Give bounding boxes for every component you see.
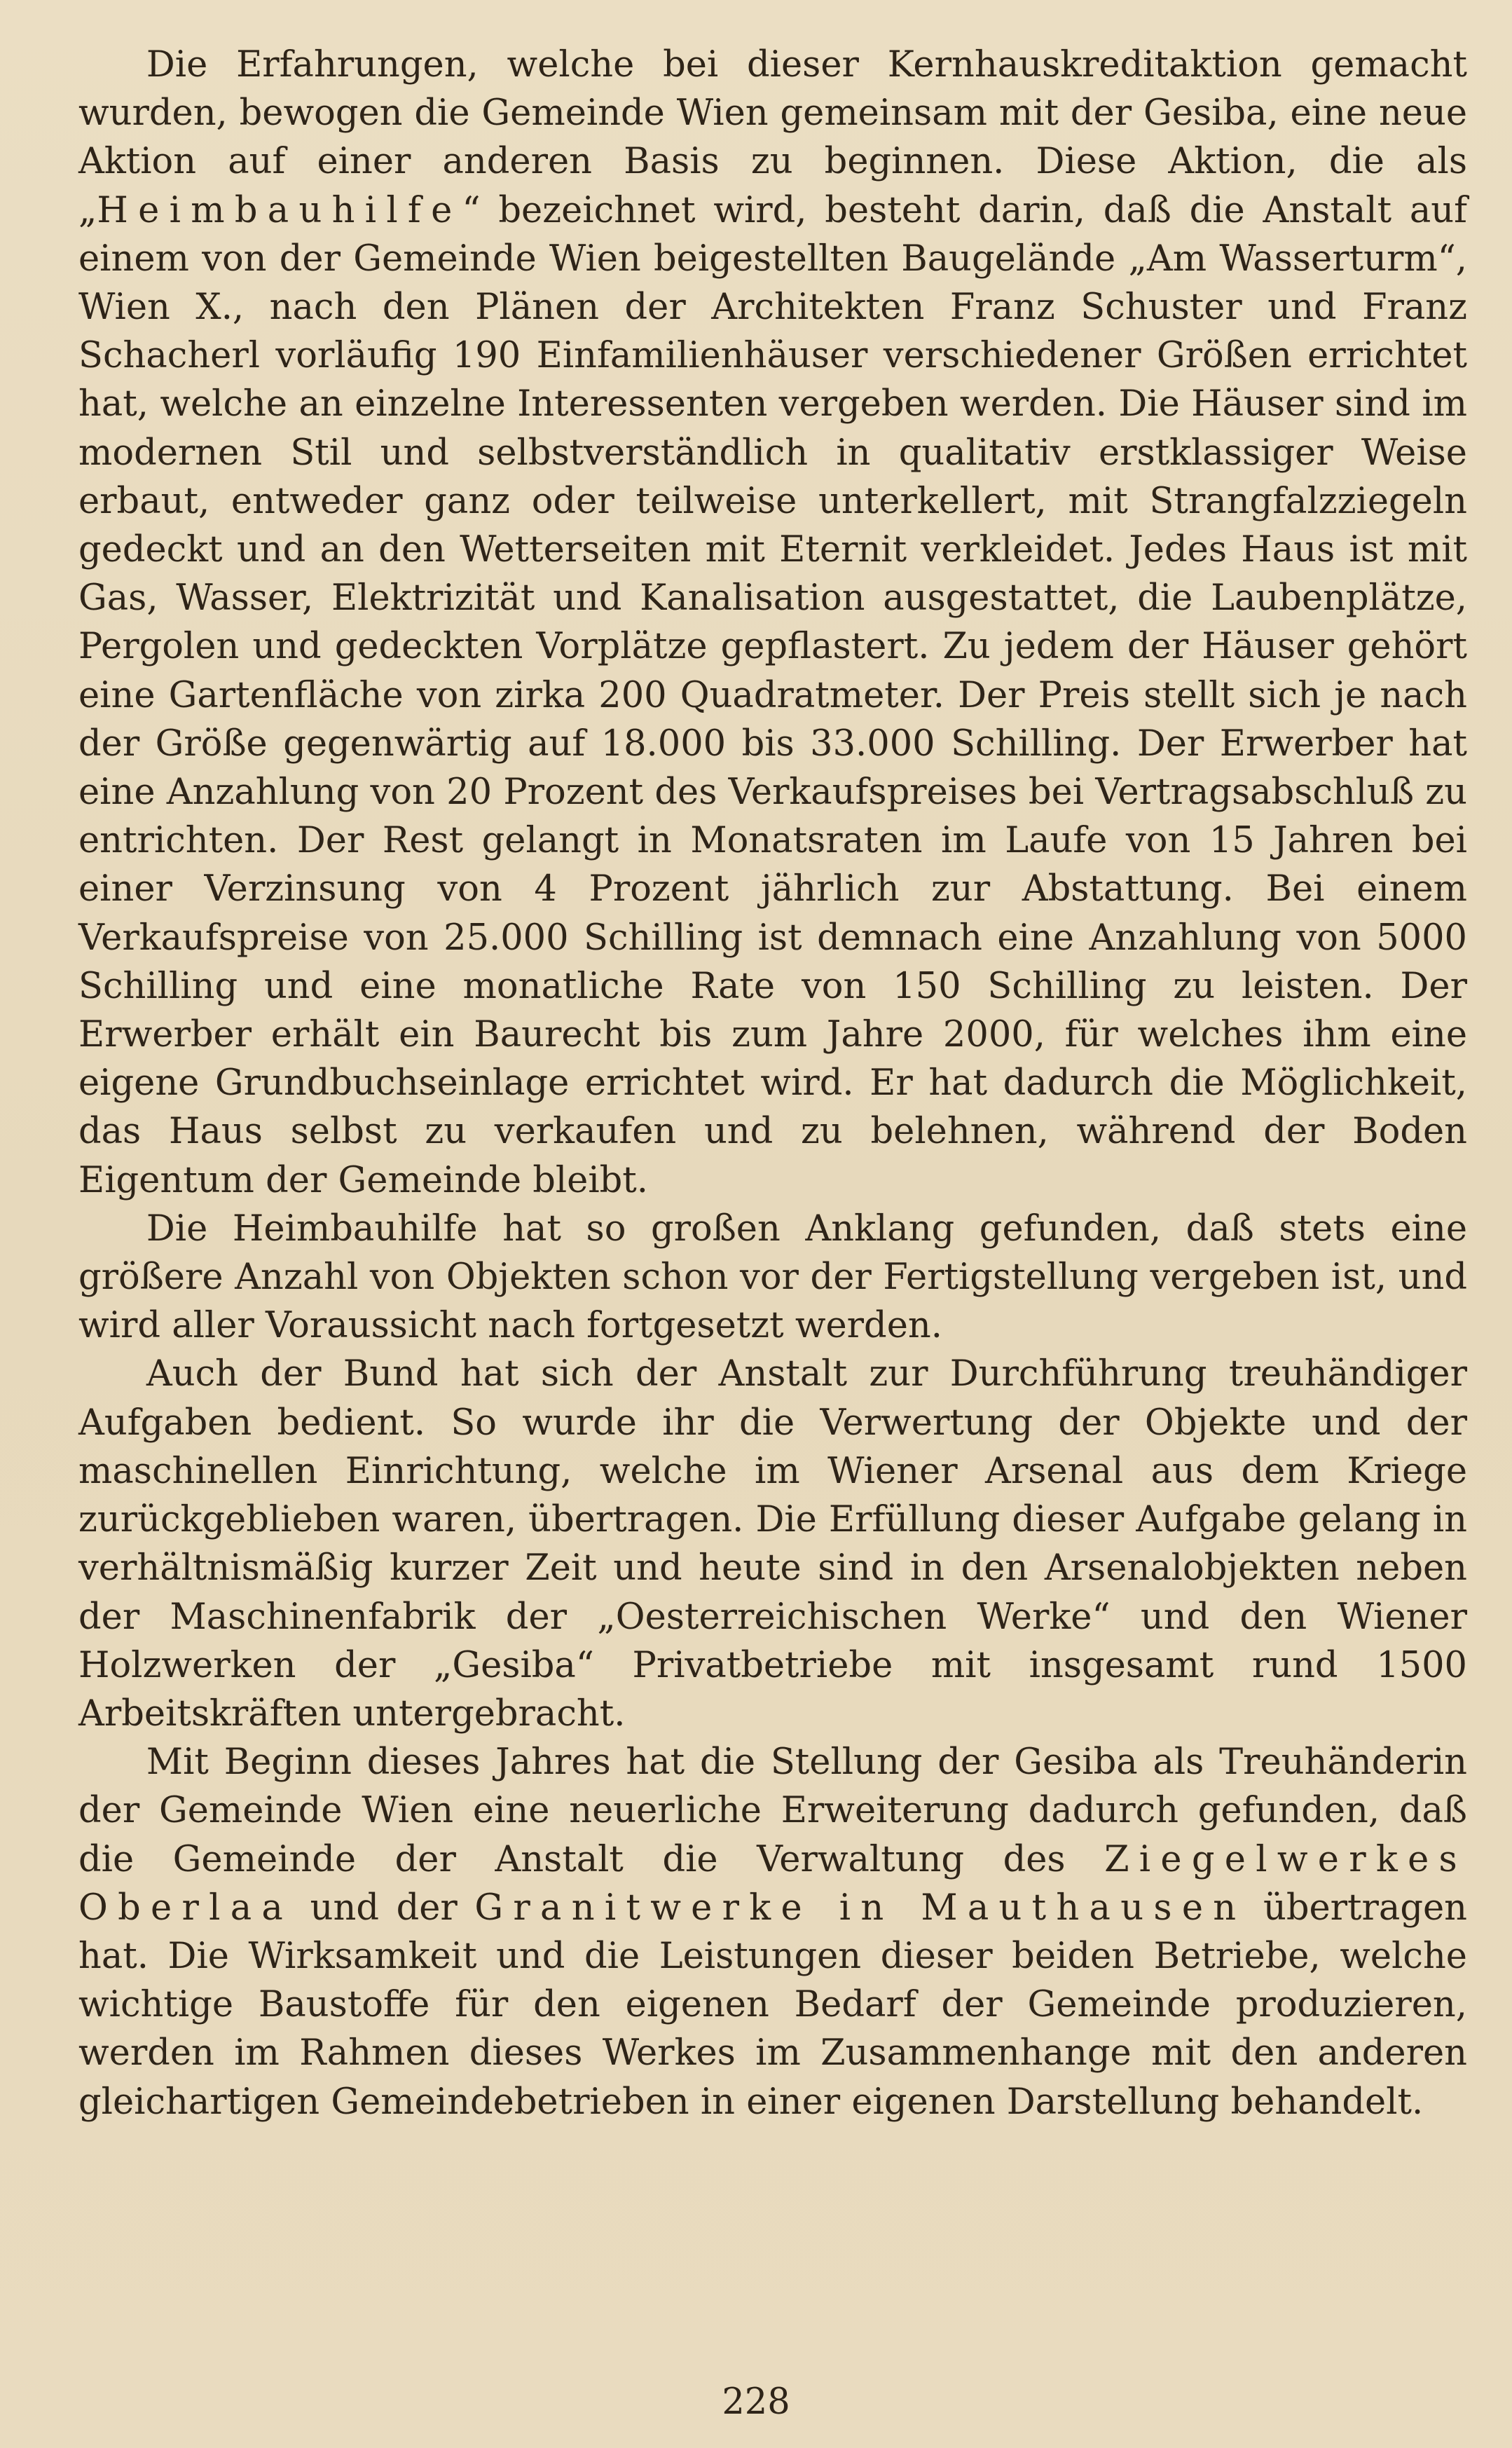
- spaced-term-heimbauhilfe: Heimbauhilfe: [97, 189, 462, 231]
- text-run: Auch der Bund hat sich der Anstalt zur Durchführung treuhändiger Aufgaben bedient. So wurde ihr die Verwertung der Objekte und der maschinellen Einrichtung, welche im Wiener Arsenal aus dem Kriege zurückgeblieben waren, übertragen. Die Erfüllung dieser Aufgabe gelang in verhältnismäßig kurzer Zeit und heute sind in den Arsenalobjekten neben der Maschinenfabrik der „Oesterreichischen Werke“ und den Wiener Holzwerken der „Gesiba“ Privatbetriebe mit insgesamt rund 1500 Arbeitskräften untergebracht.: [78, 1353, 1467, 1735]
- spaced-term-granitwerke: Granitwerke in Mauthausen: [474, 1887, 1246, 1929]
- text-run: und der: [293, 1887, 475, 1929]
- body-text: [78, 41, 1467, 2126]
- paragraph-heimbauhilfe: [78, 41, 1467, 1205]
- paragraph-anklang: [78, 1205, 1467, 1350]
- text-run: Mit Beginn dieses Jahres hat die Stellung der Gesiba als Treuhänderin der Gemeinde Wien eine neuerliche Erweiterung dadurch gefunden, daß die Gemeinde der Anstalt die Verwaltung des: [78, 1742, 1467, 1880]
- text-run: Die Heimbauhilfe hat so großen Anklang gefunden, daß stets eine größere Anzahl von Objekten schon vor der Fertigstellung vergeben ist, und wird aller Voraussicht nach fortgesetzt werden.: [78, 1208, 1467, 1347]
- text-run: übertragen hat. Die Wirksamkeit und die Leistungen dieser beiden Betriebe, welche wichtige Baustoffe für den eigenen Bedarf der Gemeinde produzieren, werden im Rahmen dieses Werkes im Zusammenhange mit den anderen gleichartigen Gemeindebetrieben in einer eigenen Darstellung behandelt.: [78, 1887, 1467, 2123]
- paragraph-bund-arsenal: [78, 1350, 1467, 1738]
- text-run: Die Erfahrungen, welche bei dieser Kernhauskreditaktion gemacht wurden, bewogen die Gemeinde Wien gemeinsam mit der Gesiba, eine neue Aktion auf einer anderen Basis zu beginnen. Diese Aktion, die als „: [78, 44, 1467, 231]
- spaced-term-ziegelwerk: Ziegelwerkes Oberlaa: [78, 1838, 1467, 1929]
- page-number: 228: [722, 2381, 790, 2423]
- text-run: “ bezeichnet wird, besteht darin, daß die Anstalt auf einem von der Gemeinde Wien beigestellten Baugelände „Am Wasserturm“, Wien X., nach den Plänen der Architekten Franz Schuster und Franz Schacherl vorläufig 190 Einfamilienhäuser verschiedener Größen errichtet hat, welche an einzelne Interessenten vergeben werden. Die Häuser sind im modernen Stil und selbstverständlich in qualitativ erstklassiger Weise erbaut, entweder ganz oder teilweise unterkellert, mit Strangfalzziegeln gedeckt und an den Wetterseiten mit Eternit verkleidet. Jedes Haus ist mit Gas, Wasser, Elektrizität und Kanalisation ausgestattet, die Laubenplätze, Pergolen und gedeckten Vorplätze gepflastert. Zu jedem der Häuser gehört eine Gartenfläche von zirka 200 Quadratmeter. Der Preis stellt sich je nach der Größe gegenwärtig auf 18.000 bis 33.000 Schilling. Der Erwerber hat eine Anzahlung von 20 Prozent des Verkaufspreises bei Vertragsabschluß zu entrichten. Der Rest gelangt in Monatsraten im Laufe von 15 Jahren bei einer Verzinsung von 4 Prozent jährlich zur Abstattung. Bei einem Verkaufspreise von 25.000 Schilling ist demnach eine Anzahlung von 5000 Schilling und eine monatliche Rate von 150 Schilling zu leisten. Der Erwerber erhält ein Baurecht bis zum Jahre 2000, für welches ihm eine eigene Grundbuchseinlage errichtet wird. Er hat dadurch die Möglichkeit, das Haus selbst zu verkaufen und zu belehnen, während der Boden Eigentum der Gemeinde bleibt.: [78, 189, 1467, 1201]
- paragraph-treuhaenderin: [78, 1738, 1467, 2126]
